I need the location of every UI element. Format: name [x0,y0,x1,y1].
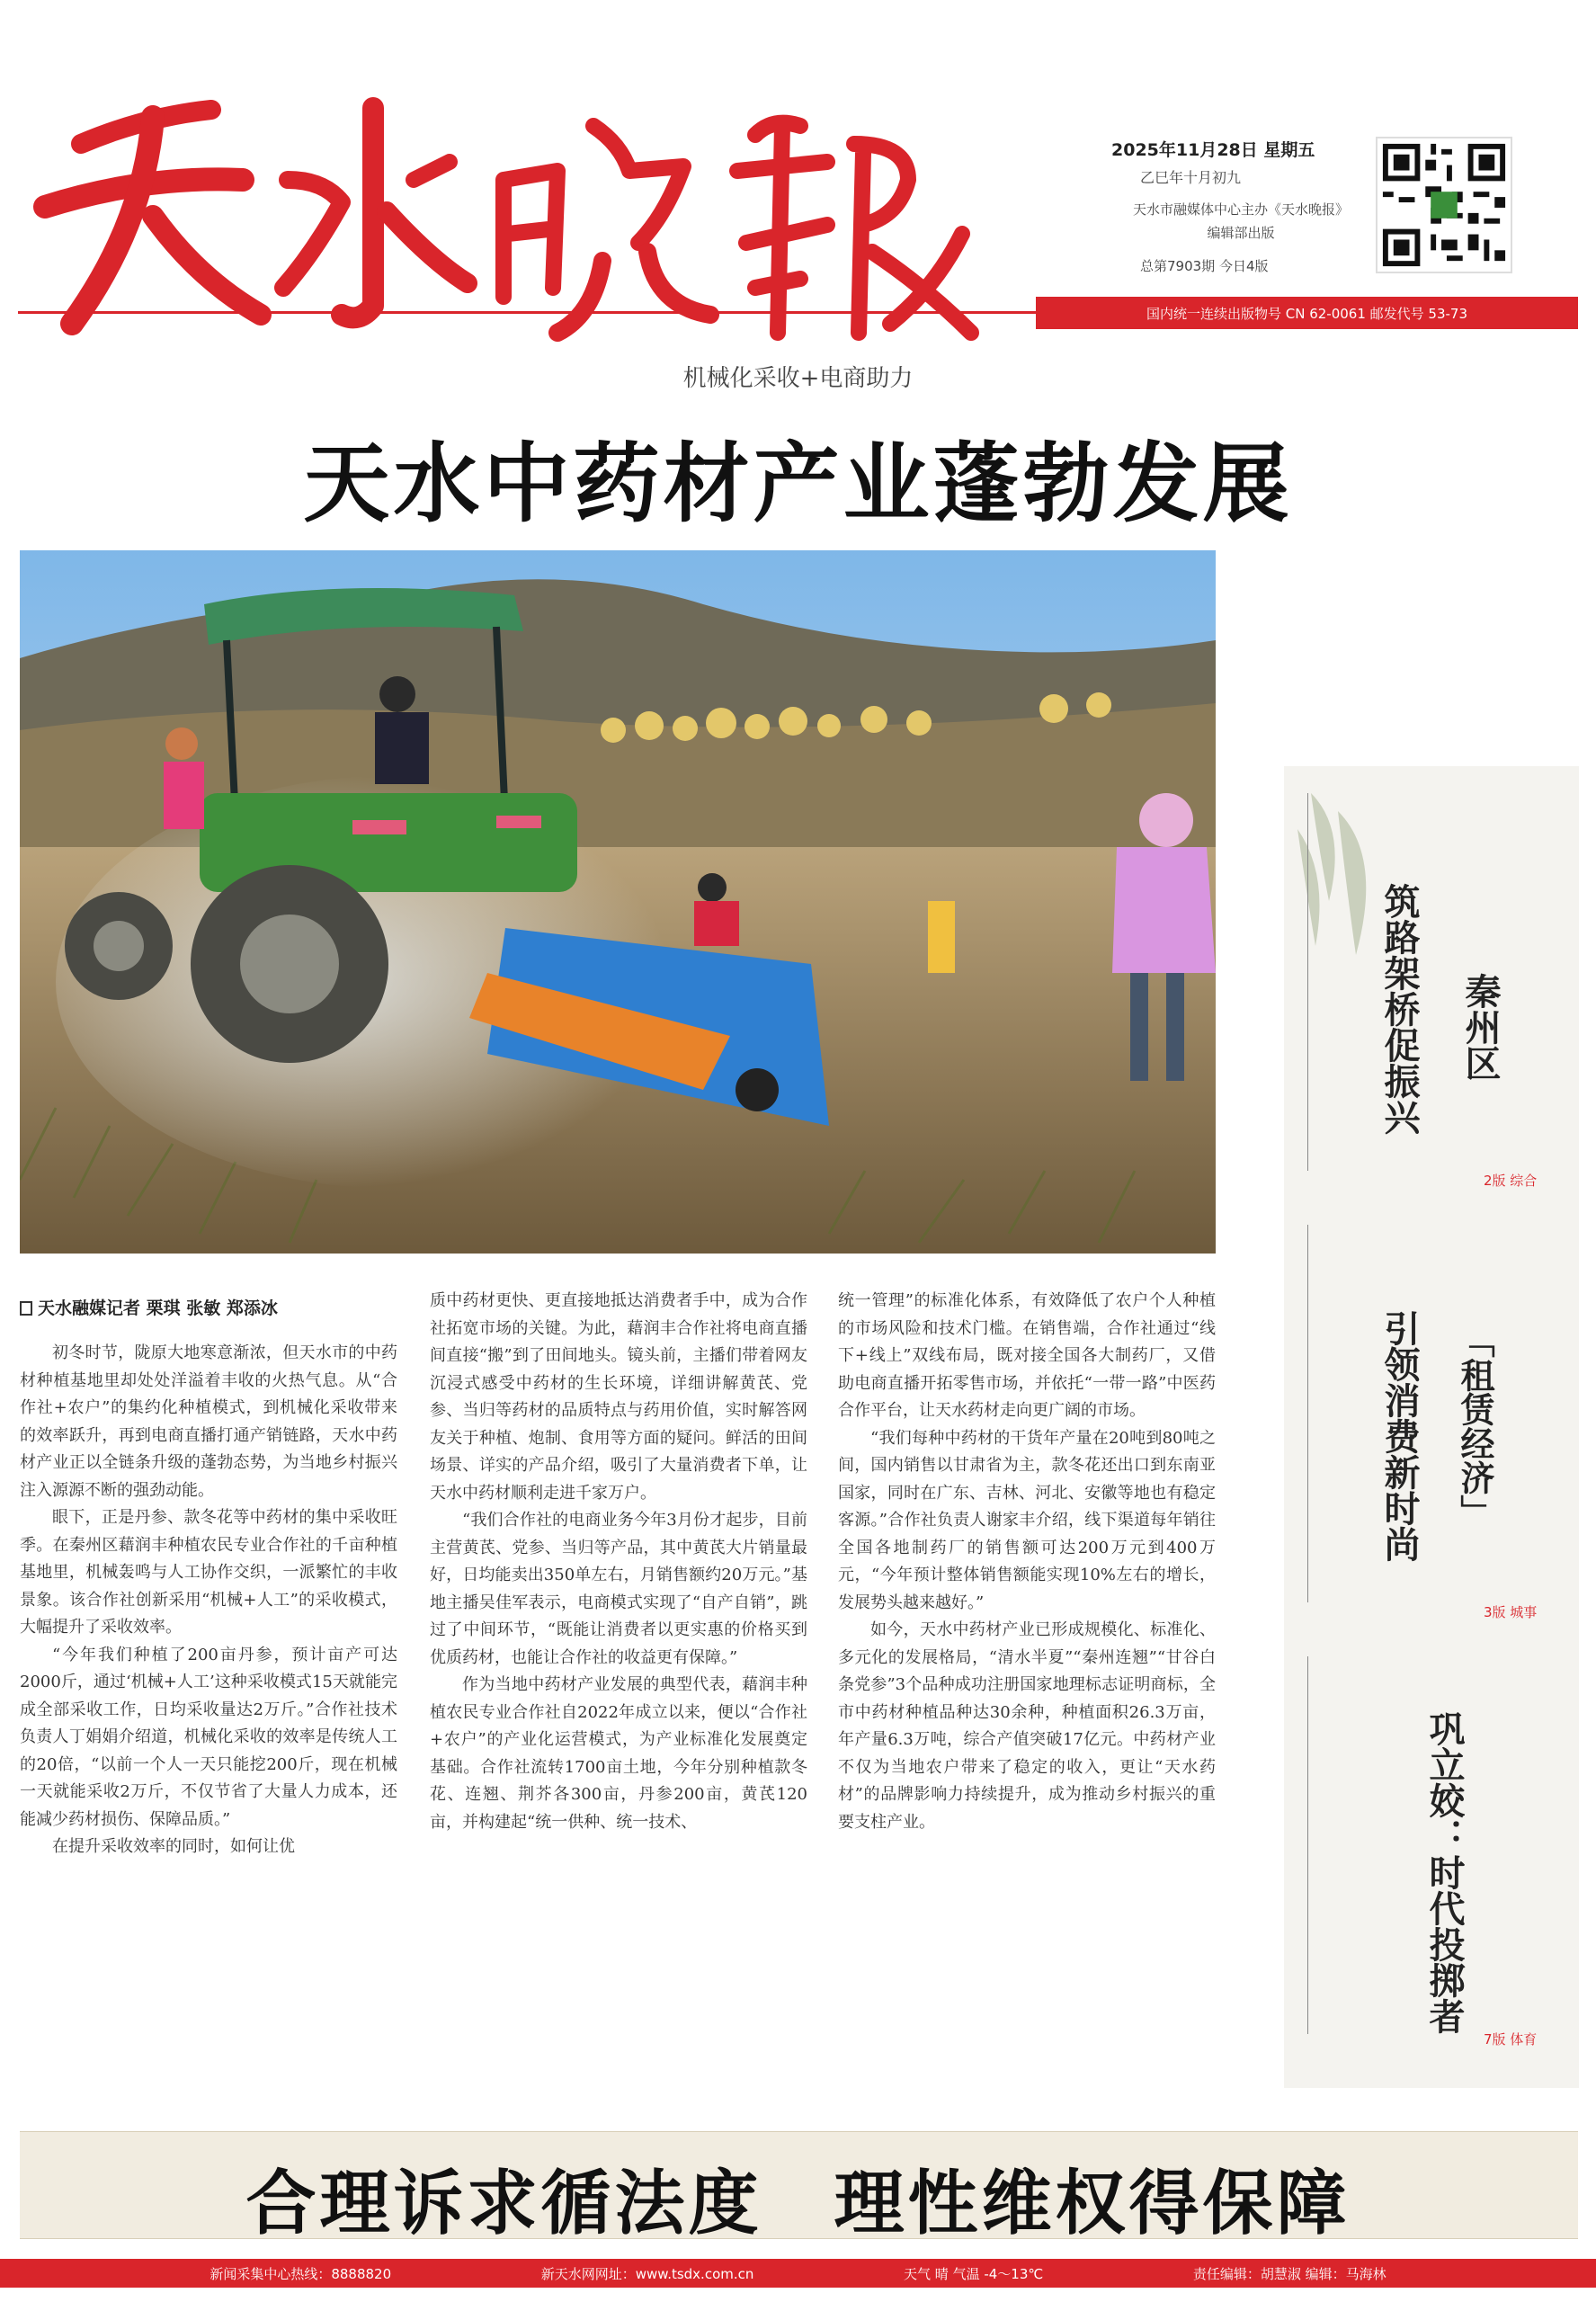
teaser-kicker: 「租赁经济」 [1455,1324,1495,1529]
footer-weather: 天气 晴 气温 -4～13℃ [904,2265,1044,2282]
paragraph: 眼下，正是丹参、款冬花等中药材的集中采收旺季。在秦州区藉润丰种植农民专业合作社的千亩种植基地里，机械轰鸣与人工协作交织，一派繁忙的丰收景象。该合作社创新采用“机械+人工”的采收模式，大幅提升了采收效率。 [20,1508,397,1637]
registration-bar: 国内统一连续出版物号 CN 62-0061 邮发代号 53-73 [1036,297,1578,329]
footer-hotline: 新闻采集中心热线：8888820 [210,2265,392,2282]
paragraph: 统一管理”的标准化体系，有效降低了农户个人种植的市场风险和技术门槛。在销售端，合作社通过“线下+线上”双线布局，既对接全国各大制药厂，又借助电商直播开拓零售市场，并依托“一带一路”中医药合作平台，让天水药材走向更广阔的市场。 [838,1291,1216,1420]
teaser-divider [1307,1656,1308,2034]
masthead-date: 2025年11月28日 星期五 [1111,140,1315,160]
teaser-divider [1307,793,1308,1171]
teaser-page: 7版 体育 [1484,2031,1538,2048]
paragraph: 在提升采收效率的同时，如何让优 [52,1837,295,1856]
lead-photo-harvest[interactable] [20,550,1216,1254]
masthead-sponsor: 天水市融媒体中心主办《天水晚报》编辑部出版 [1133,201,1350,241]
teaser-title: 引领消费新时尚 [1378,1310,1421,1562]
slogan-text [0,2147,1596,2248]
footer-bar [0,2259,1596,2288]
paragraph: “我们每种中药材的干货年产量在20吨到80吨之间，国内销售以甘肃省为主，款冬花还出口到东南亚国家，同时在广东、吉林、河北、安徽等地也有稳定客源。”合作社负责人谢家丰介绍，线下渠道每年销往全国各地制药厂的销售额可达200万元到400万元，“今年预计整体销售额能实现10%左右的增长，发展势头越来越好。” [838,1428,1216,1612]
headline-kicker: 机械化采收+电商助力 [682,365,914,392]
teaser-kicker: 秦州区 [1459,973,1502,1081]
teaser-page: 2版 综合 [1484,1173,1538,1189]
footer-editors: 责任编辑：胡慧淑 编辑：马海林 [1192,2265,1386,2282]
paragraph: 如今，天水中药材产业已形成规模化、标准化、多元化的发展格局，“清水半夏”“秦州连翘”“甘谷白条党参”3个品种成功注册国家地理标志证明商标，全市中药材种植品种达30余种，种植面积26.3万亩，年产量6.3万吨，综合产值突破17亿元。中药材产业不仅为当地农户带来了稳定的收入，更让“天水药材”的品牌影响力持续提升，成为推动乡村振兴的重要支柱产业。 [838,1620,1216,1832]
article-column-2 [430,1288,807,2088]
paragraph: 作为当地中药材产业发展的典型代表，藉润丰种植农民专业合作社自2022年成立以来，便以“合作社+农户”的产业化运营模式，为产业标准化发展奠定基础。合作社流转1700亩土地，今年分别种植款冬花、连翘、荆芥各300亩，丹参200亩，黄芪120亩，并构建起“统一供种、统一技术、 [430,1675,807,1832]
paragraph: 质中药材更快、更直接地抵达消费者手中，成为合作社拓宽市场的关键。为此，藉润丰合作社将电商直播间直接“搬”到了田间地头。镜头前，主播们带着网友沉浸式感受中药材的生长环境，详细讲解黄芪、党参、当归等药材的品质特点与药用价值，实时解答网友关于种植、炮制、食用等方面的疑问。鲜活的田间场景、详实的产品介绍，吸引了大量消费者下单，让天水中药材顺利走进千家万户。 [430,1291,807,1503]
masthead-rule [18,311,1036,314]
masthead-issue: 总第7903期 今日4版 [1140,258,1269,274]
masthead-lunar-date: 乙巳年十月初九 [1140,169,1242,186]
teaser-page: 3版 城事 [1484,1604,1538,1620]
article-column-3 [838,1288,1216,2088]
teaser-divider [1307,1225,1308,1602]
slogan-left: 合理诉求循法度 [245,2163,762,2244]
slogan-right: 理性维权得保障 [834,2163,1351,2244]
paragraph: “我们合作社的电商业务今年3月份才起步，目前主营黄芪、党参、当归等产品，其中黄芪大片销量最好，日均能卖出350单左右，月销售额约20万元。”基地主播吴佳军表示，电商模式实现了“自产自销”，跳过了中间环节，“既能让消费者以更实惠的价格买到优质药材，也能让合作社的收益更有保障。” [430,1511,807,1667]
qr-code-icon[interactable] [1376,137,1512,273]
headline-title[interactable]: 天水中药材产业蓬勃发展 [303,433,1293,534]
masthead-logo [18,45,989,342]
article-byline: 天水融媒记者 栗琪 张敏 郑添冰 [20,1295,278,1319]
paragraph: “今年我们种植了200亩丹参，预计亩产可达2000斤，通过‘机械+人工’这种采收模式15天就能完成全部采收工作，日均采收量达2万斤。”合作社技术负责人丁娟娟介绍道，机械化采收的效率是传统人工的20倍，“以前一个人一天只能挖200斤，现在机械一天就能采收2万斤，不仅节省了大量人力成本，还能减少药材损伤、保障品质。” [20,1645,397,1829]
teaser-title: 巩立姣：时代投掷者 [1423,1710,1466,2034]
sidebar-teasers [1284,766,1579,2088]
article-column-1 [20,1340,397,2086]
teaser-title: 筑路架桥促振兴 [1378,883,1421,1135]
paragraph: 初冬时节，陇原大地寒意渐浓，但天水市的中药材种植基地里却处处洋溢着丰收的火热气息。从“合作社+农户”的集约化种植模式，到机械化采收带来的效率跃升，再到电商直播打通产销链路，天水中药材产业正以全链条升级的蓬勃态势，为当地乡村振兴注入源源不断的强劲动能。 [20,1343,397,1500]
masthead-name: 天水晚报 [18,45,22,46]
footer-website[interactable]: 新天水网网址：www.tsdx.com.cn [540,2265,754,2282]
